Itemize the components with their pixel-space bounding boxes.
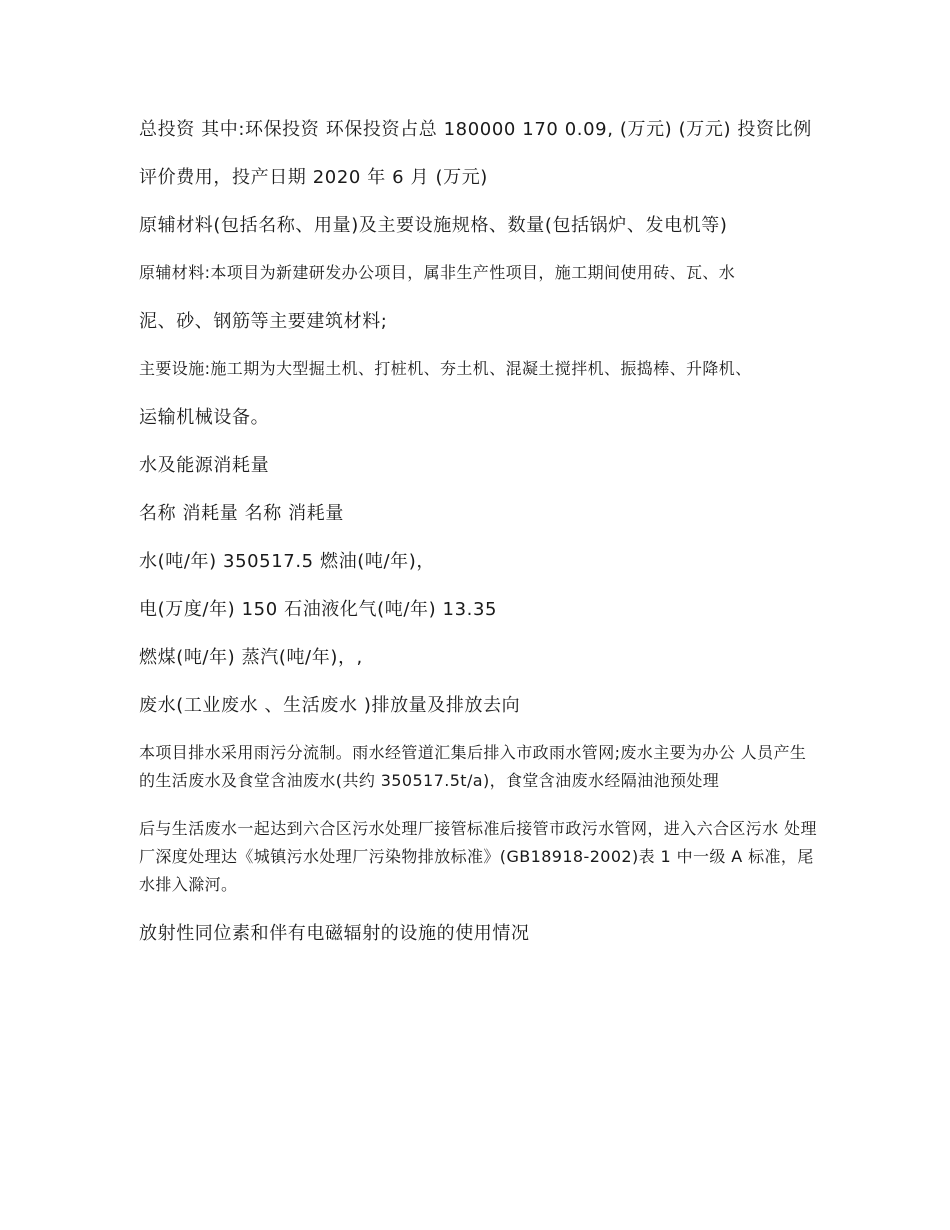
water-consumption-line: 水(吨/年) 350517.5 燃油(吨/年)， <box>139 551 435 572</box>
coal-consumption-line: 燃煤(吨/年) 蒸汽(吨/年)，, <box>139 647 363 668</box>
wastewater-paragraph: 本项目排水采用雨污分流制。雨水经管道汇集后排入市政雨水管网;废水主要为办公 人员产生的生活废水及食堂含油废水(共约 350517.5t/a)，食堂含油废水经隔油池预处理 <box>139 743 807 790</box>
electricity-consumption-line: 电(万度/年) 150 石油液化气(吨/年) 13.35 <box>139 599 498 620</box>
investment-paragraph: 总投资 其中:环保投资 环保投资占总 180000 170 0.09, (万元) (万元) 投资比例 <box>139 119 812 140</box>
radiation-heading: 放射性同位素和伴有电磁辐射的设施的使用情况 <box>139 923 530 944</box>
materials-paragraph: 原辅材料:本项目为新建研发办公项目，属非生产性项目，施工期间使用砖、瓦、水 <box>139 263 736 282</box>
facilities-continued-paragraph: 运输机械设备。 <box>139 407 270 428</box>
wastewater-treatment-paragraph: 后与生活废水一起达到六合区污水处理厂接管标准后接管市政污水管网，进入六合区污水 处理厂深度处理达《城镇污水处理厂污染物排放标准》(GB18918-2002)表 1 中一级 A 标准，尾水排入滁河。 <box>139 819 817 894</box>
materials-heading: 原辅材料(包括名称、用量)及主要设施规格、数量(包括锅炉、发电机等) <box>139 215 728 236</box>
evaluation-cost-paragraph: 评价费用，投产日期 2020 年 6 月 (万元) <box>139 167 488 188</box>
document-body <box>139 115 819 967</box>
energy-columns-line: 名称 消耗量 名称 消耗量 <box>139 503 344 524</box>
wastewater-heading: 废水(工业废水 、生活废水 )排放量及排放去向 <box>139 695 521 716</box>
facilities-paragraph: 主要设施:施工期为大型掘土机、打桩机、夯土机、混凝土搅拌机、振捣棒、升降机、 <box>139 359 752 378</box>
materials-continued-paragraph: 泥、砂、钢筋等主要建筑材料; <box>139 311 388 332</box>
energy-heading: 水及能源消耗量 <box>139 455 270 476</box>
